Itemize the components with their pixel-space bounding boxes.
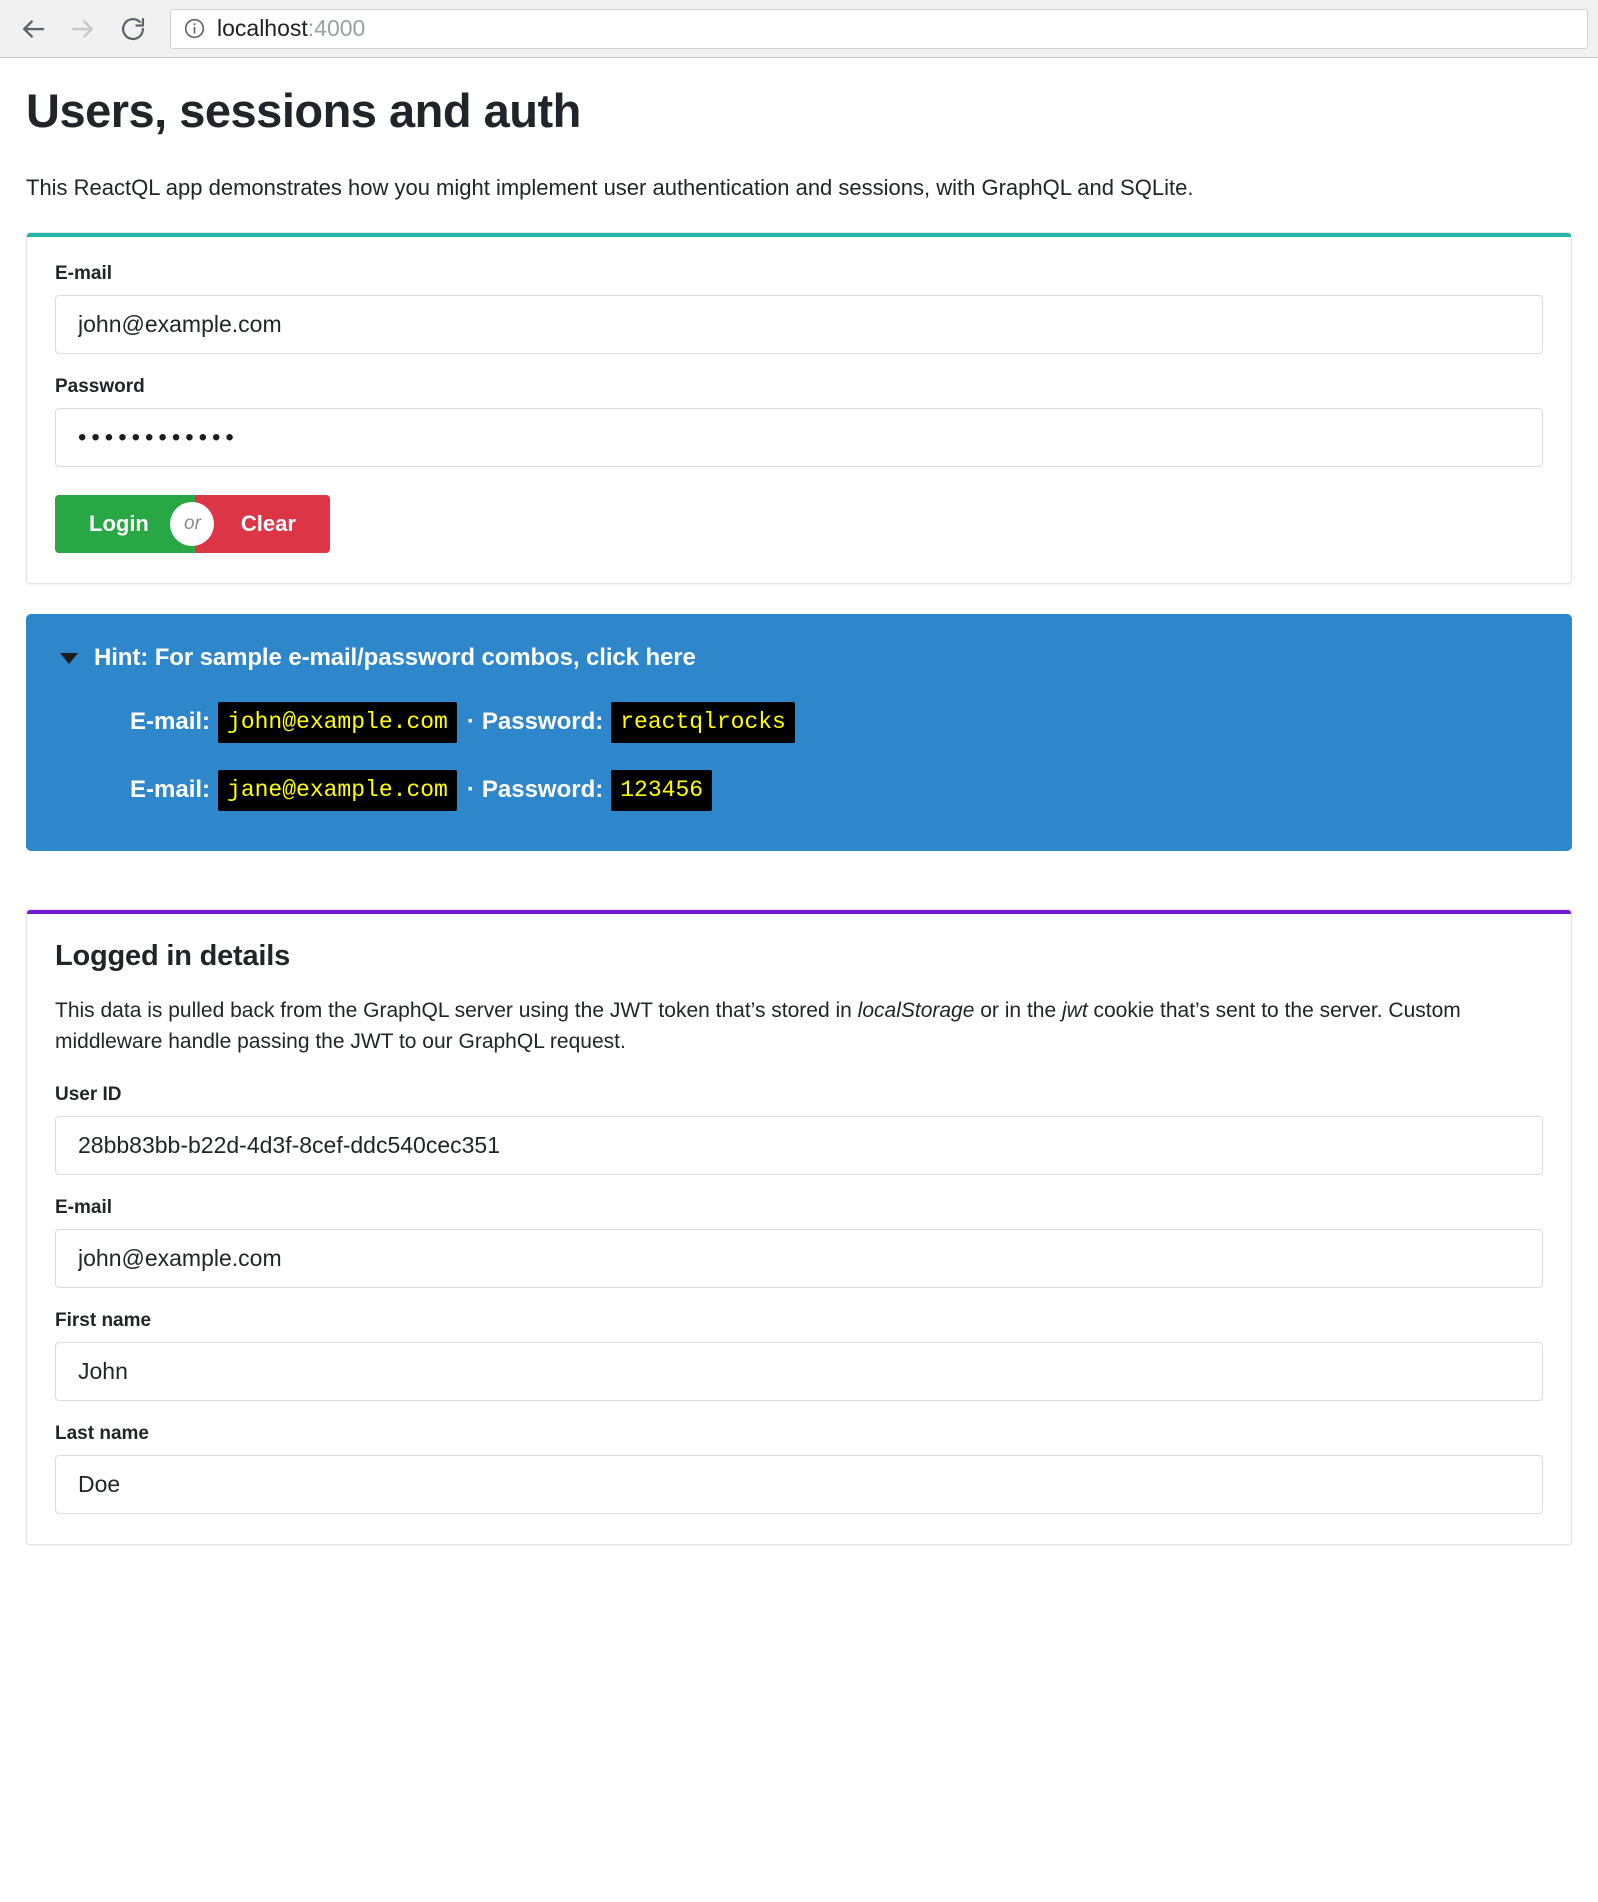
back-button[interactable] xyxy=(10,6,56,52)
details-desc-em-jwt: jwt xyxy=(1061,998,1088,1022)
hint-toggle[interactable] xyxy=(60,644,1538,672)
hint-credentials-list xyxy=(60,702,1538,811)
page-title: Users, sessions and auth xyxy=(26,84,581,137)
credential-email-value[interactable]: jane@example.com xyxy=(218,770,457,811)
user-id-input[interactable] xyxy=(55,1116,1543,1175)
first-name-label: First name xyxy=(55,1309,152,1331)
login-card-body xyxy=(27,237,1571,583)
login-button[interactable]: Login xyxy=(55,495,195,553)
page-lead-paragraph: This ReactQL app demonstrates how you might implement user authentication and sessions, with GraphQL and SQLite. xyxy=(26,175,1194,201)
login-card xyxy=(26,232,1572,584)
credential-separator: · xyxy=(466,776,475,804)
details-card-title: Logged in details xyxy=(55,939,291,972)
details-email-input[interactable] xyxy=(55,1229,1543,1288)
caret-down-icon xyxy=(60,653,78,664)
login-password-input[interactable]: •••••••••••• xyxy=(55,408,1543,467)
credential-row xyxy=(130,770,1538,811)
browser-toolbar xyxy=(0,0,1598,58)
details-desc-part1: This data is pulled back from the GraphQL server using the JWT token that’s stored in xyxy=(55,998,858,1022)
or-separator-badge: or xyxy=(170,502,214,546)
details-card-body xyxy=(27,914,1571,1544)
details-desc-em-localstorage: localStorage xyxy=(857,998,975,1022)
address-bar[interactable] xyxy=(170,9,1588,49)
credential-email-value[interactable]: john@example.com xyxy=(218,702,457,743)
last-name-input[interactable] xyxy=(55,1455,1543,1514)
arrow-left-icon xyxy=(18,14,48,44)
details-email-label: E-mail xyxy=(55,1196,113,1218)
login-clear-button-group xyxy=(55,495,330,553)
url-host: localhost xyxy=(217,15,308,41)
credential-password-label: Password: xyxy=(481,708,604,736)
credential-email-label: E-mail: xyxy=(130,708,211,736)
url-port: :4000 xyxy=(307,15,366,41)
login-button-row xyxy=(55,495,1543,553)
credential-password-value[interactable]: reactqlrocks xyxy=(611,702,795,743)
first-name-field-group xyxy=(55,1310,1543,1401)
user-id-label: User ID xyxy=(55,1083,122,1105)
reload-icon xyxy=(119,15,147,43)
login-email-field-group xyxy=(55,263,1543,354)
last-name-field-group xyxy=(55,1423,1543,1514)
details-card-description xyxy=(55,995,1543,1058)
credential-email-label: E-mail: xyxy=(130,776,211,804)
details-desc-part2: or in the xyxy=(974,998,1062,1022)
details-desc-part3: cookie that’s sent to the server. Custom middleware handle passing the JWT to our GraphQL request. xyxy=(55,998,1461,1054)
login-password-label: Password xyxy=(55,376,145,398)
credential-password-value[interactable]: 123456 xyxy=(611,770,712,811)
info-circle-icon[interactable] xyxy=(183,17,206,40)
page-content xyxy=(0,58,1598,1902)
credential-separator: · xyxy=(466,708,475,736)
forward-button[interactable] xyxy=(60,6,106,52)
url-text xyxy=(217,15,365,42)
first-name-input[interactable] xyxy=(55,1342,1543,1401)
login-email-input[interactable] xyxy=(55,295,1543,354)
list-item xyxy=(130,702,1538,743)
hint-summary-text: Hint: For sample e-mail/password combos, click here xyxy=(94,644,696,672)
logged-in-details-card xyxy=(26,909,1572,1545)
last-name-label: Last name xyxy=(55,1422,149,1444)
login-email-label: E-mail xyxy=(55,263,113,285)
credential-password-label: Password: xyxy=(481,776,604,804)
list-item xyxy=(130,770,1538,811)
details-email-field-group xyxy=(55,1197,1543,1288)
login-password-field-group xyxy=(55,376,1543,467)
user-id-field-group xyxy=(55,1084,1543,1175)
clear-button[interactable]: Clear xyxy=(195,495,330,553)
credential-row xyxy=(130,702,1538,743)
reload-button[interactable] xyxy=(110,6,156,52)
arrow-right-icon xyxy=(68,14,98,44)
hint-panel xyxy=(26,614,1572,851)
